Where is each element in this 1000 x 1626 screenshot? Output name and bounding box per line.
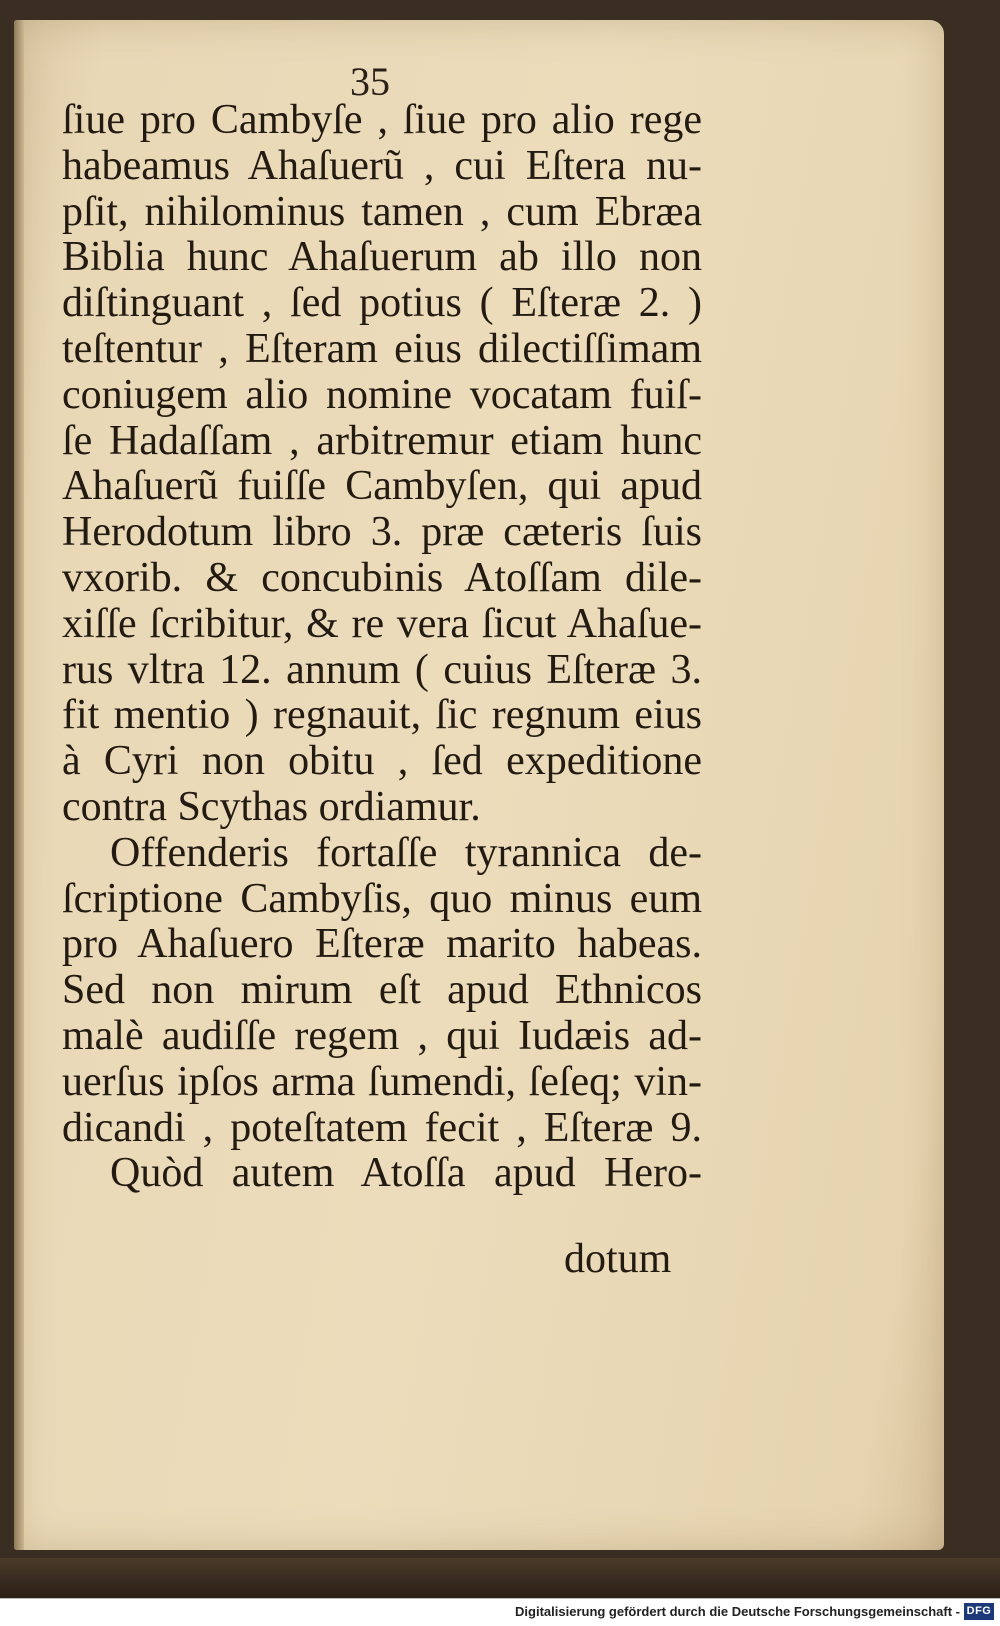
text-line: fit mentio ) regnauit, ſic regnum eius	[62, 692, 702, 739]
text-line: Offenderis fortaſſe tyrannica de-	[110, 829, 702, 876]
text-line: Sed non mirum eſt apud Ethnicos	[62, 967, 702, 1014]
text-line: Biblia hunc Ahaſuerum ab illo non	[62, 234, 702, 281]
text-line: ſe Hadaſſam , arbitremur etiam hunc	[62, 417, 702, 464]
text-line: pro Ahaſuero Eſteræ marito habeas.	[62, 921, 702, 968]
text-line: Ahaſuerũ fuiſſe Cambyſen, qui apud	[62, 463, 702, 510]
text-line: ſcriptione Cambyſis, quo minus eum	[62, 875, 702, 922]
text-line: xiſſe ſcribitur, & re vera ſicut Ahaſue-	[62, 600, 702, 647]
text-line: ſiue pro Cambyſe , ſiue pro alio rege	[62, 97, 702, 143]
text-line: diſtinguant , ſed potius ( Eſteræ 2. )	[62, 280, 702, 327]
text-line: malè audiſſe regem , qui Iudæis ad-	[62, 1012, 702, 1059]
page-number: 35	[350, 59, 390, 104]
text-block	[62, 98, 702, 1197]
text-line: Herodotum libro 3. præ cæteris ſuis	[62, 509, 702, 556]
text-line: Quòd autem Atoſſa apud Hero-	[110, 1150, 702, 1197]
text-line: habeamus Ahaſuerũ , cui Eſtera nu-	[62, 142, 702, 189]
text-line: rus vltra 12. annum ( cuius Eſteræ 3.	[62, 646, 702, 693]
text-line: dicandi , poteſtatem fecit , Eſteræ 9.	[62, 1104, 702, 1151]
dfg-logo-icon: DFG	[964, 1603, 994, 1620]
text-line: coniugem alio nomine vocatam fuiſ-	[62, 371, 702, 418]
text-line: pſit, nihilominus tamen , cum Ebræa	[62, 188, 702, 235]
text-line: vxorib. & concubinis Atoſſam dile-	[62, 554, 702, 601]
funding-credit: Digitalisierung gefördert durch die Deutsche Forschungsgemeinschaft -	[515, 1604, 960, 1619]
book-page	[14, 20, 944, 1550]
text-line: uerſus ipſos arma ſumendi, ſeſeq; vin-	[62, 1058, 702, 1105]
text-line: à Cyri non obitu , ſed expeditione	[62, 738, 702, 785]
text-line: teſtentur , Eſteram eius dilectiſſimam	[62, 325, 702, 372]
catchword: dotum	[564, 1236, 672, 1282]
text-line: contra Scythas ordiamur.	[62, 783, 481, 830]
footer-bar	[0, 1598, 1000, 1626]
